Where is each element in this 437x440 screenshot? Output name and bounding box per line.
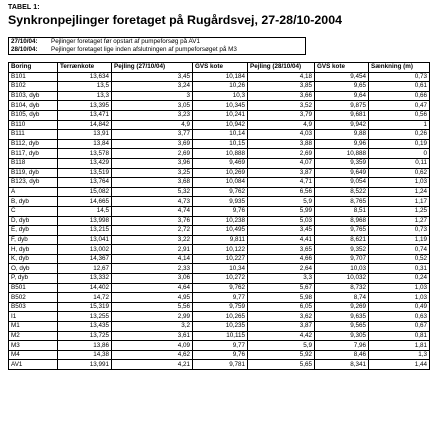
value-cell: 9,469 [193, 158, 248, 168]
value-cell: 1,25 [369, 206, 430, 216]
note-row [9, 46, 306, 55]
value-cell: 2,99 [112, 312, 193, 322]
boring-cell: D, dyb [9, 216, 58, 226]
value-cell: 4,18 [248, 72, 315, 82]
value-cell: 10,942 [193, 120, 248, 130]
boring-cell: B111 [9, 130, 58, 140]
value-cell: 9,565 [315, 322, 369, 332]
boring-cell: P, dyb [9, 274, 58, 284]
value-cell: 6,05 [248, 302, 315, 312]
value-cell: 4,09 [112, 341, 193, 351]
value-cell: 14,5 [58, 206, 112, 216]
value-cell: 0,26 [369, 130, 430, 140]
value-cell: 5,03 [248, 216, 315, 226]
value-cell: 4,9 [112, 120, 193, 130]
value-cell: 9,305 [315, 331, 369, 341]
value-cell: 8,522 [315, 187, 369, 197]
value-cell: 10,122 [193, 245, 248, 255]
value-cell: 0,24 [369, 274, 430, 284]
column-header: GVS kote [315, 63, 369, 73]
value-cell: 13,041 [58, 235, 112, 245]
value-cell: 3,25 [112, 168, 193, 178]
value-cell: 0,62 [369, 168, 430, 178]
note-text: Pejlinger foretaget lige inden afslutningen af pumpeforsøget på M3 [51, 46, 237, 53]
table-row [9, 130, 430, 140]
value-cell: 10,345 [193, 101, 248, 111]
value-cell: 4,03 [248, 130, 315, 140]
value-cell: 13,5 [58, 82, 112, 92]
value-cell: 9,811 [193, 235, 248, 245]
value-cell: 13,998 [58, 216, 112, 226]
value-cell: 8,51 [315, 206, 369, 216]
boring-cell: M2 [9, 331, 58, 341]
value-cell: 5,56 [112, 302, 193, 312]
value-cell: 10,03 [315, 264, 369, 274]
value-cell: 3,06 [112, 274, 193, 284]
boring-cell: B110 [9, 120, 58, 130]
boring-cell: B503 [9, 302, 58, 312]
table-row [9, 322, 430, 332]
boring-cell: B501 [9, 283, 58, 293]
value-cell: 4,14 [112, 254, 193, 264]
value-cell: 14,72 [58, 293, 112, 303]
table-row [9, 139, 430, 149]
value-cell: 3,76 [112, 216, 193, 226]
value-cell: 5,9 [248, 197, 315, 207]
value-cell: 3,65 [248, 245, 315, 255]
table-row [9, 226, 430, 236]
value-cell: 0,19 [369, 139, 430, 149]
value-cell: 5,65 [248, 360, 315, 370]
value-cell: 12,67 [58, 264, 112, 274]
value-cell: 10,26 [193, 82, 248, 92]
value-cell: 3,85 [248, 82, 315, 92]
value-cell: 8,621 [315, 235, 369, 245]
value-cell: 8,968 [315, 216, 369, 226]
value-cell: 4,73 [112, 197, 193, 207]
value-cell: 14,665 [58, 197, 112, 207]
value-cell: 3 [112, 91, 193, 101]
value-cell: 10,235 [193, 322, 248, 332]
value-cell: 4,95 [112, 293, 193, 303]
value-cell: 0,31 [369, 264, 430, 274]
value-cell: 10,238 [193, 216, 248, 226]
value-cell: 14,842 [58, 120, 112, 130]
value-cell: 1,17 [369, 197, 430, 207]
value-cell: 14,402 [58, 283, 112, 293]
boring-cell: B118 [9, 158, 58, 168]
table-row [9, 283, 430, 293]
note-date: 28/10/04: [11, 46, 38, 53]
value-cell: 13,435 [58, 322, 112, 332]
column-header: Sænkning (m) [369, 63, 430, 73]
value-cell: 3,2 [112, 322, 193, 332]
boring-cell: B103, dyb [9, 91, 58, 101]
value-cell: 3,24 [112, 82, 193, 92]
boring-cell: H, dyb [9, 245, 58, 255]
value-cell: 0,49 [369, 302, 430, 312]
table-row [9, 216, 430, 226]
value-cell: 9,77 [193, 341, 248, 351]
boring-cell: K, dyb [9, 254, 58, 264]
value-cell: 0,73 [369, 226, 430, 236]
value-cell: 1,19 [369, 235, 430, 245]
table-row [9, 120, 430, 130]
value-cell: 13,395 [58, 101, 112, 111]
boring-cell: B123, dyb [9, 178, 58, 188]
value-cell: 9,65 [315, 82, 369, 92]
value-cell: 4,07 [248, 158, 315, 168]
boring-cell: B502 [9, 293, 58, 303]
value-cell: 10,495 [193, 226, 248, 236]
value-cell: 9,269 [315, 302, 369, 312]
value-cell: 15,082 [58, 187, 112, 197]
value-cell: 3,3 [248, 274, 315, 284]
value-cell: 13,429 [58, 158, 112, 168]
note-row [9, 38, 306, 47]
value-cell: 10,032 [315, 274, 369, 284]
value-cell: 2,69 [112, 149, 193, 159]
value-cell: 13,725 [58, 331, 112, 341]
value-cell: 8,74 [315, 293, 369, 303]
boring-cell: F, dyb [9, 235, 58, 245]
value-cell: 9,054 [315, 178, 369, 188]
value-cell: 3,45 [248, 226, 315, 236]
value-cell: 10,227 [193, 254, 248, 264]
value-cell: 13,764 [58, 178, 112, 188]
value-cell: 4,41 [248, 235, 315, 245]
value-cell: 10,265 [193, 312, 248, 322]
value-cell: 13,578 [58, 149, 112, 159]
value-cell: 8,341 [315, 360, 369, 370]
table-row [9, 158, 430, 168]
table-row [9, 293, 430, 303]
table-row [9, 360, 430, 370]
value-cell: 3,61 [112, 331, 193, 341]
value-cell: 5,92 [248, 350, 315, 360]
value-cell: 9,762 [193, 187, 248, 197]
value-cell: 0 [369, 149, 430, 159]
measurement-table [8, 62, 430, 370]
value-cell: 2,72 [112, 226, 193, 236]
boring-cell: AV1 [9, 360, 58, 370]
value-cell: 10,14 [193, 130, 248, 140]
table-header-row [9, 63, 430, 73]
value-cell: 3,77 [112, 130, 193, 140]
boring-cell: E, dyb [9, 226, 58, 236]
boring-cell: M3 [9, 341, 58, 351]
value-cell: 13,84 [58, 139, 112, 149]
value-cell: 10,888 [193, 149, 248, 159]
value-cell: 9,635 [315, 312, 369, 322]
value-cell: 13,991 [58, 360, 112, 370]
value-cell: 1,03 [369, 178, 430, 188]
table-row [9, 245, 430, 255]
value-cell: 4,9 [248, 120, 315, 130]
value-cell: 1 [369, 120, 430, 130]
value-cell: 0,63 [369, 312, 430, 322]
value-cell: 9,76 [193, 206, 248, 216]
value-cell: 9,781 [193, 360, 248, 370]
value-cell: 10,15 [193, 139, 248, 149]
value-cell: 1,03 [369, 293, 430, 303]
boring-cell: I1 [9, 312, 58, 322]
value-cell: 9,77 [193, 293, 248, 303]
value-cell: 3,69 [112, 139, 193, 149]
value-cell: 3,96 [112, 158, 193, 168]
value-cell: 4,21 [112, 360, 193, 370]
value-cell: 0,66 [369, 91, 430, 101]
table-row [9, 350, 430, 360]
value-cell: 13,255 [58, 312, 112, 322]
value-cell: 3,88 [248, 139, 315, 149]
column-header: Pejling (28/10/04) [248, 63, 315, 73]
boring-cell: B112, dyb [9, 139, 58, 149]
table-row [9, 264, 430, 274]
value-cell: 3,22 [112, 235, 193, 245]
value-cell: 2,64 [248, 264, 315, 274]
value-cell: 3,62 [248, 312, 315, 322]
column-header: GVS kote [193, 63, 248, 73]
value-cell: 13,215 [58, 226, 112, 236]
value-cell: 0,52 [369, 254, 430, 264]
value-cell: 3,68 [112, 178, 193, 188]
note-date: 27/10/04: [11, 38, 38, 45]
value-cell: 9,649 [315, 168, 369, 178]
table-row [9, 91, 430, 101]
value-cell: 9,76 [193, 350, 248, 360]
value-cell: 10,184 [193, 72, 248, 82]
value-cell: 1,27 [369, 216, 430, 226]
value-cell: 4,66 [248, 254, 315, 264]
boring-cell: A [9, 187, 58, 197]
value-cell: 4,71 [248, 178, 315, 188]
table-row [9, 178, 430, 188]
value-cell: 0,47 [369, 101, 430, 111]
notes-box [8, 37, 306, 55]
table-row [9, 187, 430, 197]
value-cell: 13,519 [58, 168, 112, 178]
value-cell: 8,765 [315, 197, 369, 207]
value-cell: 9,707 [315, 254, 369, 264]
value-cell: 8,732 [315, 283, 369, 293]
boring-cell: C [9, 206, 58, 216]
value-cell: 9,64 [315, 91, 369, 101]
value-cell: 13,634 [58, 72, 112, 82]
table-row [9, 274, 430, 284]
boring-cell: B102 [9, 82, 58, 92]
value-cell: 14,367 [58, 254, 112, 264]
value-cell: 13,91 [58, 130, 112, 140]
boring-cell: B101 [9, 72, 58, 82]
value-cell: 3,79 [248, 110, 315, 120]
table-row [9, 235, 430, 245]
boring-cell: M4 [9, 350, 58, 360]
value-cell: 13,471 [58, 110, 112, 120]
value-cell: 3,87 [248, 322, 315, 332]
value-cell: 1,03 [369, 283, 430, 293]
value-cell: 10,269 [193, 168, 248, 178]
value-cell: 1,3 [369, 350, 430, 360]
column-header: Terrænkote [58, 63, 112, 73]
value-cell: 6,56 [248, 187, 315, 197]
note-text: Pejlinger foretaget før opstart af pumpeforsøg på AV1 [51, 38, 200, 45]
value-cell: 10,888 [315, 149, 369, 159]
value-cell: 9,765 [315, 226, 369, 236]
value-cell: 4,62 [112, 350, 193, 360]
value-cell: 9,88 [315, 130, 369, 140]
value-cell: 9,359 [315, 158, 369, 168]
table-row [9, 341, 430, 351]
value-cell: 9,96 [315, 139, 369, 149]
value-cell: 5,67 [248, 283, 315, 293]
value-cell: 9,875 [315, 101, 369, 111]
value-cell: 13,002 [58, 245, 112, 255]
value-cell: 0,11 [369, 158, 430, 168]
value-cell: 0,61 [369, 82, 430, 92]
value-cell: 0,74 [369, 245, 430, 255]
value-cell: 10,115 [193, 331, 248, 341]
value-cell: 3,87 [248, 168, 315, 178]
value-cell: 10,3 [193, 91, 248, 101]
table-row [9, 110, 430, 120]
value-cell: 1,24 [369, 187, 430, 197]
value-cell: 3,66 [248, 91, 315, 101]
value-cell: 2,33 [112, 264, 193, 274]
value-cell: 3,45 [112, 72, 193, 82]
value-cell: 9,942 [315, 120, 369, 130]
value-cell: 5,32 [112, 187, 193, 197]
table-label: TABEL 1: [8, 4, 40, 11]
value-cell: 1,81 [369, 341, 430, 351]
value-cell: 5,9 [248, 341, 315, 351]
value-cell: 5,99 [248, 206, 315, 216]
value-cell: 5,98 [248, 293, 315, 303]
document-title: Synkronpejlinger foretaget på Rugårdsvej, 27-28/10-2004 [8, 13, 342, 27]
table-row [9, 302, 430, 312]
value-cell: 4,64 [112, 283, 193, 293]
value-cell: 4,42 [248, 331, 315, 341]
value-cell: 9,935 [193, 197, 248, 207]
value-cell: 3,52 [248, 101, 315, 111]
boring-cell: B105, dyb [9, 110, 58, 120]
value-cell: 9,454 [315, 72, 369, 82]
boring-cell: B117, dyb [9, 149, 58, 159]
value-cell: 8,46 [315, 350, 369, 360]
table-row [9, 72, 430, 82]
value-cell: 0,56 [369, 110, 430, 120]
value-cell: 9,762 [193, 283, 248, 293]
value-cell: 10,084 [193, 178, 248, 188]
table-row [9, 101, 430, 111]
boring-cell: B119, dyb [9, 168, 58, 178]
value-cell: 10,272 [193, 274, 248, 284]
table-row [9, 197, 430, 207]
value-cell: 13,86 [58, 341, 112, 351]
value-cell: 0,81 [369, 331, 430, 341]
table-row [9, 254, 430, 264]
value-cell: 3,23 [112, 110, 193, 120]
value-cell: 2,69 [248, 149, 315, 159]
boring-cell: B104, dyb [9, 101, 58, 111]
column-header: Boring [9, 63, 58, 73]
value-cell: 7,96 [315, 341, 369, 351]
value-cell: 14,38 [58, 350, 112, 360]
value-cell: 13,332 [58, 274, 112, 284]
value-cell: 10,34 [193, 264, 248, 274]
value-cell: 9,352 [315, 245, 369, 255]
value-cell: 0,73 [369, 72, 430, 82]
table-row [9, 312, 430, 322]
table-row [9, 206, 430, 216]
value-cell: 10,241 [193, 110, 248, 120]
table-row [9, 82, 430, 92]
table-row [9, 149, 430, 159]
table-row [9, 168, 430, 178]
value-cell: 13,3 [58, 91, 112, 101]
boring-cell: M1 [9, 322, 58, 332]
column-header: Pejling (27/10/04) [112, 63, 193, 73]
table-row [9, 331, 430, 341]
boring-cell: B, dyb [9, 197, 58, 207]
boring-cell: O, dyb [9, 264, 58, 274]
value-cell: 9,681 [315, 110, 369, 120]
value-cell: 4,74 [112, 206, 193, 216]
value-cell: 9,759 [193, 302, 248, 312]
value-cell: 1,44 [369, 360, 430, 370]
value-cell: 3,05 [112, 101, 193, 111]
value-cell: 0,67 [369, 322, 430, 332]
value-cell: 15,319 [58, 302, 112, 312]
value-cell: 2,91 [112, 245, 193, 255]
